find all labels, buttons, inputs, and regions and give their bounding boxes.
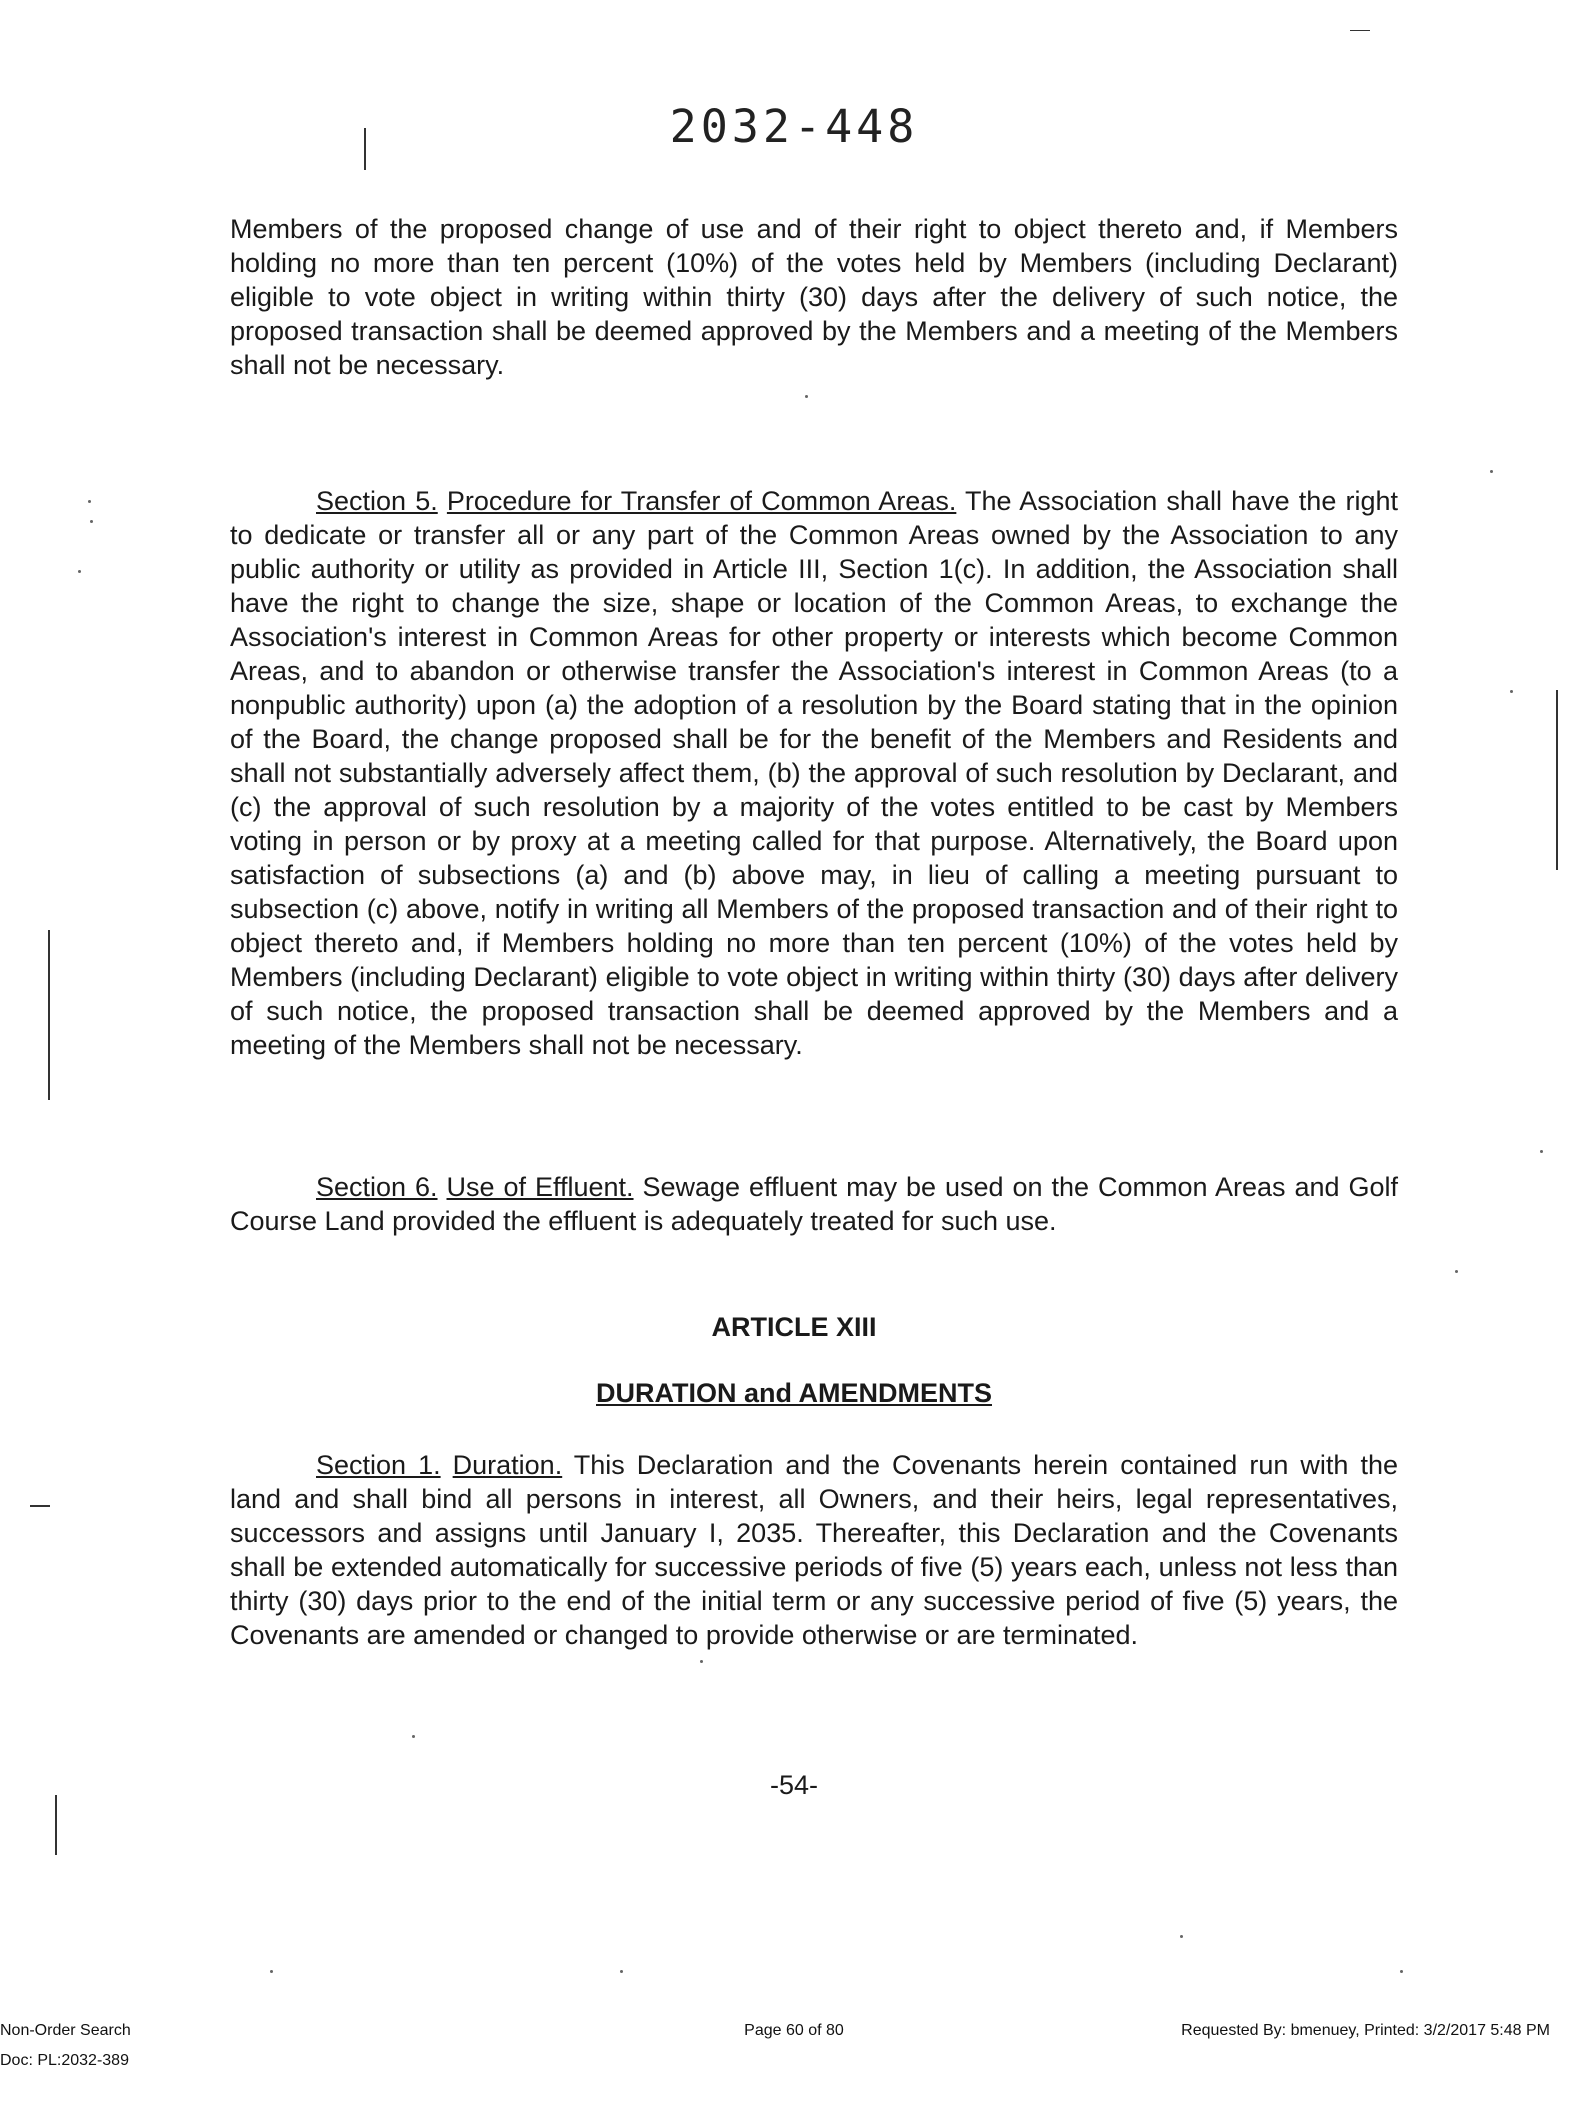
paragraph-continuation: Members of the proposed change of use and of their right to object thereto and, if Members holding no more than ten percent (10%) of the votes held by Members (including Declarant) eligible to vote object in writing within thirty (30) days after the delivery of such notice, the proposed transaction shall be deemed approved by the Members and a meeting of the Members shall not be necessary. [230,214,1398,380]
scan-speck [270,1970,273,1973]
scan-mark [30,1505,50,1507]
article-heading: ARTICLE XIII [711,1312,877,1342]
section-6-paragraph [230,1170,1398,1238]
section-1-title: Duration. [452,1450,563,1480]
scan-speck [1400,1970,1403,1973]
scan-speck [1490,470,1493,473]
scan-speck [90,520,93,523]
section-1-text: This Declaration and the Covenants herein contained run with the land and shall bind all persons in interest, all Owners, and their heirs, legal representatives, successors and assigns until January I, 2035. Thereafter, this Declaration and the Covenants shall be extended automatically for successive periods of five (5) years each, unless not less than thirty (30) days prior to the end of the initial term or any successive period of five (5) years, the Covenants are amended or changed to provide otherwise or are terminated. [230,1450,1398,1650]
scan-speck [700,1660,703,1663]
scan-mark [55,1795,57,1855]
footer-doc-ref: Doc: PL:2032-389 [0,2052,129,2069]
article-subheading: DURATION and AMENDMENTS [596,1378,992,1408]
scan-speck [88,500,91,503]
scan-speck [1540,1150,1543,1153]
scan-speck [805,395,808,398]
section-5-paragraph [230,484,1398,1062]
scan-mark [1350,30,1370,31]
footer-search-type: Non-Order Search [0,2022,131,2039]
section-6-text: Sewage effluent may be used on the Common Areas and Golf Course Land provided the effluent is adequately treated for such use. [230,1172,1398,1236]
scan-speck [620,1970,623,1973]
section-6-label: Section 6. [316,1172,438,1202]
section-5-label: Section 5. [316,486,438,516]
section-1-label: Section 1. [316,1450,441,1480]
section-6-title: Use of Effluent. [446,1172,634,1202]
scan-mark [1556,690,1558,870]
scan-speck [1510,690,1513,693]
section-5-title: Procedure for Transfer of Common Areas. [446,486,957,516]
footer-page-info: Page 60 of 80 [744,2022,844,2039]
scan-mark [364,128,366,170]
scan-speck [412,1735,415,1738]
page-number: -54- [769,1770,818,1800]
scan-speck [78,570,81,573]
document-number: 2032-448 [669,100,919,153]
footer-requested-by: Requested By: bmenuey, Printed: 3/2/2017 5:48 PM [1181,2022,1550,2039]
scan-speck [1180,1935,1183,1938]
section-1-paragraph [230,1448,1398,1652]
scan-mark [48,930,50,1100]
scan-speck [1455,1270,1458,1273]
section-5-text: The Association shall have the right to dedicate or transfer all or any part of the Common Areas owned by the Association to any public authority or utility as provided in Article III, Section 1(c). In addition, the Association shall have the right to change the size, shape or location of the Common Areas, to exchange the Association's interest in Common Areas for other property or interests which become Common Areas, and to abandon or otherwise transfer the Association's interest in Common Areas (to a nonpublic authority) upon (a) the adoption of a resolution by the Board stating that in the opinion of the Board, the change proposed shall be for the benefit of the Members and Residents and shall not substantially adversely affect them, (b) the approval of such resolution by Declarant, and (c) the approval of such resolution by a majority of the votes entitled to be cast by Members voting in person or by proxy at a meeting called for that purpose. Alternatively, the Board upon satisfaction of subsections (a) and (b) above may, in lieu of calling a meeting pursuant to subsection (c) above, notify in writing all Members of the proposed transaction and of their right to object thereto and, if Members holding no more than ten percent (10%) of the votes held by Members (including Declarant) eligible to vote object in writing within thirty (30) days after delivery of such notice, the proposed transaction shall be deemed approved by the Members and a meeting of the Members shall not be necessary. [230,486,1399,1060]
